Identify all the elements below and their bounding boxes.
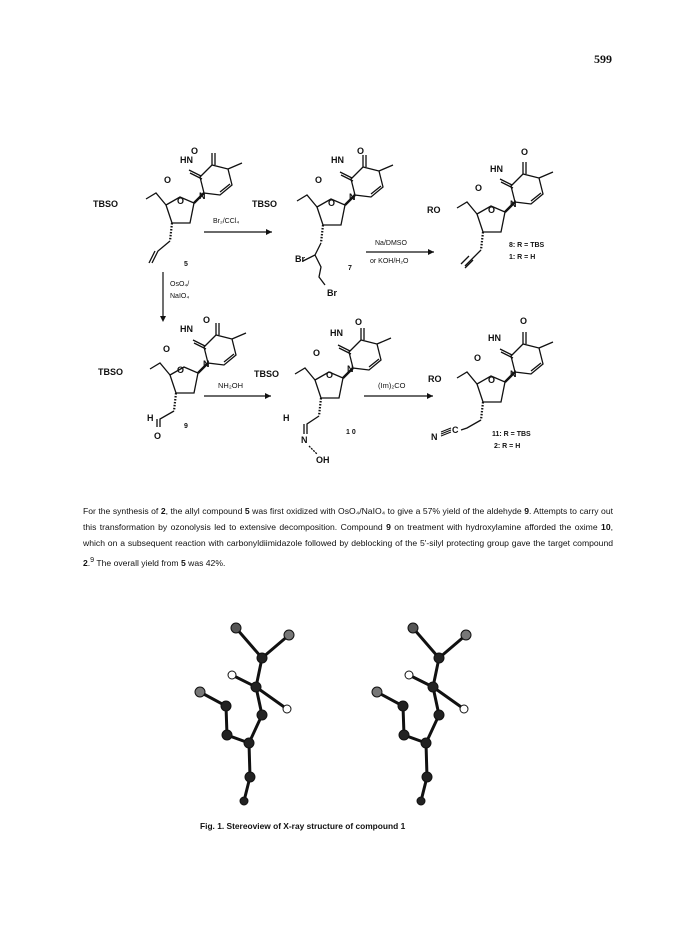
- c-nitrile: C: [452, 425, 459, 435]
- h-9: H: [147, 413, 154, 423]
- hn-5: HN: [180, 155, 193, 165]
- o-top-8: O: [521, 147, 529, 157]
- figure-caption: Fig. 1. Stereoview of X-ray structure of compound 1: [200, 821, 406, 831]
- reagent-step2b: or KOH/H₂O: [370, 258, 409, 265]
- oh-10: OH: [316, 455, 330, 465]
- compound-11: [441, 332, 553, 436]
- reagent-step3b: NaIO₄: [170, 293, 190, 300]
- o-carbonyl-11: O: [474, 353, 482, 363]
- o-ring-9: O: [177, 365, 185, 375]
- tbso-7: TBSO: [252, 199, 278, 209]
- label-1: 1: R = H: [509, 254, 536, 261]
- label-5: 5: [184, 261, 188, 268]
- reagent-step4: NH₂OH: [218, 381, 243, 390]
- o-aldehyde-9: O: [154, 431, 162, 441]
- label-2: 2: R = H: [494, 443, 521, 450]
- br-7a: Br: [295, 254, 306, 264]
- o-top-5: O: [191, 146, 199, 156]
- hn-10: HN: [330, 328, 343, 338]
- o-ring-8: O: [488, 205, 496, 215]
- tbso-10: TBSO: [254, 369, 280, 379]
- n-oxime-10: N: [301, 435, 308, 445]
- o-top-10: O: [355, 317, 363, 327]
- compound-8: [457, 162, 553, 268]
- n-9: N: [203, 359, 210, 369]
- label-9: 9: [184, 423, 188, 430]
- tbso-9: TBSO: [98, 367, 124, 377]
- n-11: N: [510, 369, 517, 379]
- n-10: N: [347, 364, 354, 374]
- br-7b: Br: [327, 288, 338, 298]
- ro-11: RO: [428, 374, 442, 384]
- o-carbonyl-8: O: [475, 183, 483, 193]
- o-top-7: O: [357, 146, 365, 156]
- compound-7: [297, 155, 393, 285]
- n-nitrile: N: [431, 432, 438, 442]
- hn-9: HN: [180, 324, 193, 334]
- o-top-11: O: [520, 316, 528, 326]
- compound-5: [146, 153, 242, 263]
- o-carbonyl-5: O: [164, 175, 172, 185]
- label-10: 1 0: [346, 429, 356, 436]
- label-7: 7: [348, 265, 352, 272]
- hn-7: HN: [331, 155, 344, 165]
- o-carbonyl-7: O: [315, 175, 323, 185]
- stereo-left: [195, 623, 294, 805]
- o-top-9: O: [203, 315, 211, 325]
- n-5: N: [199, 191, 206, 201]
- h-10: H: [283, 413, 290, 423]
- o-carbonyl-10: O: [313, 348, 321, 358]
- n-7: N: [349, 192, 356, 202]
- o-ring-11: O: [488, 375, 496, 385]
- compound-10: [295, 328, 391, 454]
- o-carbonyl-9: O: [163, 344, 171, 354]
- reagent-step5: (Im)₂CO: [378, 381, 406, 390]
- tbso-5: TBSO: [93, 199, 119, 209]
- label-8: 8: R = TBS: [509, 242, 545, 249]
- o-ring-5: O: [177, 196, 185, 206]
- hn-11: HN: [488, 333, 501, 343]
- label-11: 11: R = TBS: [492, 431, 531, 438]
- o-ring-10: O: [326, 370, 334, 380]
- n-8: N: [510, 199, 517, 209]
- reagent-step1: Br₂/CCl₄: [213, 218, 240, 225]
- o-ring-7: O: [328, 198, 336, 208]
- page-number: 599: [594, 52, 612, 66]
- body-paragraph: For the synthesis of 2, the allyl compound 5 was first oxidized with OsO₄/NaIO₄ to give a 57% yield of the aldehyde 9. Attempts to carry out this transformation by ozonolysis led to extensive decomposition. Compound 9 on treatment with hydroxylamine afforded the oxime 10, which on a subsequent reaction with carbonyldiimidazole followed by deblocking of the 5'-silyl protecting group gave the target compound 2.$^9$ The overall yield from 5 was 42%.: [83, 505, 613, 568]
- stereo-right: [372, 623, 471, 805]
- reagent-step2a: Na/DMSO: [375, 240, 407, 247]
- reagent-step3a: OsO₄/: [170, 281, 190, 288]
- compound-9: [150, 323, 246, 427]
- hn-8: HN: [490, 164, 503, 174]
- ro-8: RO: [427, 205, 441, 215]
